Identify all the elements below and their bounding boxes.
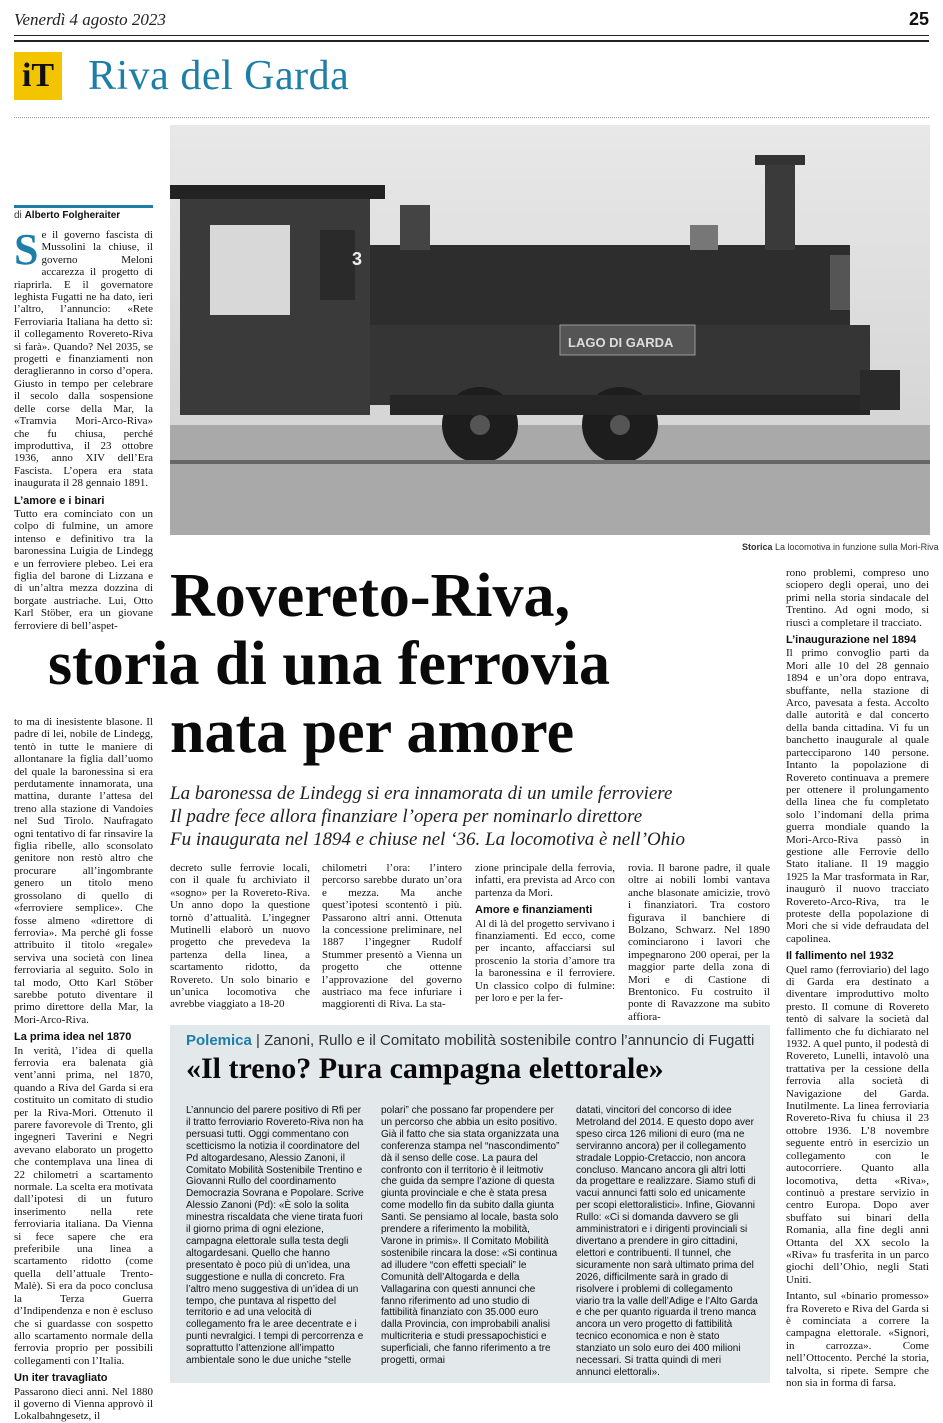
article-paragraph: e il governo fascista di Mussolini la chiuse, il governo Meloni accarezza il progetto di riaprirla. E il governatore leghista Fugatti ne ha dato, ieri l’altro, l’annuncio: «Rete Ferroviaria Italiana ha detto sì: il collegamento Rovereto-Riva si farà». Quando? Nel 2035, se progetti e finanziamenti non deraglieranno in corso d’opera. Giusto in tempo per celebrare il secolo dalla sospensione delle corse della Mar, la «Tramvia Mori-Arco-Riva» che fu chiusa, perché improduttiva, il 23 ottobre 1936, anno XIV dell’Era Fascista. L’opera era stata inaugurata il 28 gennaio 1891.	[14, 229, 153, 490]
box-column-1: L’annuncio del parere positivo di Rfi per il tratto ferroviario Rovereto-Riva non ha persuasi tutti. Oggi commentano con scetticismo la notizia il coordinatore del Pd altogardesano, Alessio Zanoni, il Comitato Mobilità Sostenibile Trentino e Giovanni Rullo del coordinamento Democrazia Sovrana e Popolare. Scrive Alessio Zanoni (Pd): «È solo la solita minestra riscaldata che viene tirata fuori il giorno prima di ogni elezione, campagna elettorale sulla testa degli altogardesani. Quello che hanno presentato è poco più di un’idea, una suggestione e nulla di concreto. Fra l’altro meno suggestiva di un’idea di un tempo, che puntava al rispetto del territorio e ad una velocità di collegamento fra le aree decentrate e i punti nevralgici. I tempi di percorrenza e soprattutto l’attenzione all’impatto ambientale sono le due uniche “stelle	[186, 1105, 364, 1367]
subheading: La prima idea nel 1870	[14, 1031, 132, 1044]
loco-number: 3	[352, 249, 363, 269]
byline-bar	[14, 205, 153, 208]
drop-cap: S	[14, 225, 39, 274]
locomotive-photo	[170, 125, 930, 535]
box-kicker	[186, 1032, 754, 1049]
subheading: Il fallimento nel 1932	[786, 950, 894, 963]
headline-line: storia di una ferrovia	[48, 630, 610, 698]
article-paragraph: Al di là del progetto servivano i finanziamenti. Ed ecco, come per incanto, affacciarsi sul proscenio la storia d’amore tra la baronessina e il ferroviere. Un classico colpo di fulmine: per loro e per la fer-	[475, 917, 615, 1005]
byline	[14, 210, 120, 221]
article-paragraph: Intanto, sul «binario promesso» fra Rovereto e Riva del Garda si è cominciata a correre la campagna elettorale. «Signori, in carrozza». Come nell’Ottocento. Perché la storia, talvolta, si ripete. Sempre che non sia in forma di farsa.	[786, 1290, 929, 1389]
caption-label: Storica	[742, 542, 773, 552]
article-paragraph: Il primo convoglio partì da Mori alle 10 del 28 gennaio 1894 e un’ora dopo entrava, sbuffante, nella stazione di Arco, pavesata a festa. Accolto dalle autorità e dal concerto della banda cittadina. Vi fu un banchetto inaugurale al quale partecciparono 140 persone. Intanto la popolazione di Rovereto continuava a premere per ottenere il prolungamento della linea che fu completato solo l’indomani della prima guerra mondiale quando la Mori-Arco-Riva passò in gestione alle Ferrovie dello Stato italiane. Il 19 maggio 1925 la Mar trasformata in Rar, inaugurò il nuovo tracciato Rovereto-Arco-Riva, tra le proteste della popolazione di Mori che si vide defraudata del capolinea.	[786, 647, 929, 945]
headline-line: Rovereto-Riva,	[170, 562, 571, 630]
subheadline-line: La baronessa de Lindegg si era innamorata di un umile ferroviere	[170, 783, 673, 804]
article-paragraph: In verità, l’idea di quella ferrovia era balenata già vent’anni prima, nel 1870, quando a Riva del Garda si era costituito un comitato di studio per la Riva-Mori. Ottenuto il parere favorevole di Trento, gli ingegneri Taverini e Negri avevano elaborato un progetto che contemplava una linea di 22 chilometri a scartamento normale. La scelta era motivata dall’ipotesi di un futuro inserimento nella rete ferroviaria italiana. Da Vienna si fece sapere che era preferibile una linea a scartamento ridotto (come quella dell’attuale Trento-Malè). Si era da poco conclusa la Terza Guerra d’Indipendenza e non è escluso che si guardasse con sospetto allo scartamento normale della ferrovia proprio per possibili collegamenti con l’Italia.	[14, 1044, 153, 1367]
headline	[48, 562, 730, 766]
header-rule	[14, 35, 929, 36]
box-headline: «Il treno? Pura campagna elettorale»	[186, 1052, 664, 1085]
article-paragraph: zione principale della ferrovia, infatti, era prevista ad Arco con partenza da Mori.	[475, 862, 615, 899]
article-paragraph: chilometri l’ora: l’intero percorso sarebbe durato un’ora e mezza. Ma anche quest’ipotesi scontentò i più. Passarono altri anni. Ottenuta la concessione preliminare, nel 1887 l’ingegner Rudolf Stummer presentò a Vienna un progetto che ottenne l’approvazione del governo austriaco ma fece infuriare i maggiorenti di Riva. La sta-	[322, 862, 462, 1011]
article-paragraph: rovia. Il barone padre, il quale oltre ai nobili lombi vantava anche blasonate amicizie, trovò i finanziatori. Tra costoro figurava il banchiere di Bolzano, Schwarz. Nel 1890 cominciarono i lavori che impegnarono 200 operai, per la maggior parte della zona di Mori e di Castione di Brentonico. Fu costruito il ponte di Ravazzone ma subito affiora-	[628, 862, 770, 1023]
article-paragraph: decreto sulle ferrovie locali, con il quale fu archiviato il «sogno» per la Rovereto-Riva. Un anno dopo la questione tornò d’attualità. L’ingegner Mutinelli elaborò un nuovo progetto che prevedeva la partenza della linea, a scartamento ridotto, da Rovereto. Un solo binario e un’unica locomotiva che avrebbe viaggiato a 18-20	[170, 862, 310, 1011]
article-column-5	[628, 862, 770, 1022]
caption-text: La locomotiva in funzione sulla Mori-Riva	[775, 542, 939, 552]
box-kicker-label: Polemica	[186, 1032, 252, 1049]
subheading: L’amore e i binari	[14, 494, 105, 507]
article-column-3	[322, 862, 462, 1022]
newspaper-logo: iT	[14, 52, 62, 100]
section-title: Riva del Garda	[88, 53, 350, 99]
article-column-4	[475, 862, 615, 1022]
header-rule-thick	[14, 40, 929, 42]
article-column-1-top	[14, 225, 153, 632]
section-divider	[14, 117, 929, 118]
box-column-2: polari” che possano far propendere per un percorso che abbia un esito positivo. Già il fatto che sia stata organizzata una conferenza stampa nel “nascondimento” dà il senso delle cose. La paura del confronto con il territorio è il leitmotiv che guida da sempre l’azione di questa giunta provinciale e che è stata presa come modello fin da subito dalla giunta Santi. Se pensiamo al locale, basta solo prendere a riferimento la mobilità, Varone in primis». Il Comitato Mobilità sostenibile rincara la dose: «Si continua ad illudere “con effetti speciali” le Comunità dell’Altogarda e della Vallagarina con questi annunci che fanno riferimento ad uno studio di fattibilità finanziato con 35.000 euro dalla Provincia, con improbabili analisi multicriteria e studi pressapochistici e superficiali, che fanno riferimento a tre progetti, ormai	[381, 1105, 560, 1367]
box-kicker-text: Zanoni, Rullo e il Comitato mobilità sostenibile contro l’annuncio di Fugatti	[264, 1032, 755, 1049]
box-kicker-sep: |	[256, 1032, 260, 1049]
subheadline-line: Il padre fece allora finanziare l’opera per nominarlo direttore	[170, 806, 643, 827]
article-column-1-bottom	[14, 716, 153, 1423]
headline-line: nata per amore	[170, 698, 575, 766]
box-column-3: datati, vincitori del concorso di idee Metroland del 2014. E questo dopo aver speso circa 126 milioni di euro (ma ne serviranno ancora) per il collegamento stradale Loppio-Cretaccio, non ancora concluso. Mancano ancora gli altri lotti da progettare e realizzare. Siamo stufi di vacui annunci fatti solo ed unicamente per scopi elettoralistici». Infine, Giovanni Rullo: «Ci si domanda davvero se gli amministratori e i dirigenti provinciali si divertano a prendere in giro cittadini, elettori e contribuenti. Il tunnel, che sicuramente non sarà ultimato prima del 2026, difficilmente sarà in grado di risolvere i problemi di collegamento viario tra la valle dell’Adige e l’Alto Garda e che per quanto riguarda il treno manca ancora un vero progetto di fattibilità tecnico economica e non è stato stanziato un solo euro dei 400 milioni necessari. Si tratta quindi di meri annunci elettorali».	[576, 1105, 758, 1378]
article-paragraph: rono problemi, compreso uno sciopero degli operai, uno dei primi nella storia sindacale del Trentino. Ad ogni modo, si riuscì a completare il tracciato.	[786, 567, 929, 629]
photo-caption	[742, 542, 939, 552]
locomotive-illustration	[170, 125, 930, 535]
subheading: Un iter travagliato	[14, 1372, 108, 1385]
byline-prefix: di	[14, 210, 22, 221]
article-paragraph: Tutto era cominciato con un colpo di fulmine, un amore intenso e definitivo tra la baronessina Luigia de Lindegg e un ferroviere plebeo. Lei era figlia del barone di Lizzana e di un’altra mezza dozzina di borgate austriache. Lui, Otto Karl Stöber, era un giovane ferroviere di bell’aspet-	[14, 507, 153, 632]
subheadline	[170, 782, 770, 851]
subheading: Amore e finanziamenti	[475, 904, 593, 917]
subheadline-line: Fu inaugurata nel 1894 e chiuse nel ‘36. La locomotiva è nell’Ohio	[170, 829, 686, 850]
loco-plate: LAGO DI GARDA	[568, 335, 674, 350]
article-column-2	[170, 862, 310, 1022]
article-paragraph: Passarono dieci anni. Nel 1880 il governo di Vienna approvò il Lokalbahngesetz, il	[14, 1385, 153, 1423]
article-paragraph: Quel ramo (ferroviario) del lago di Garda era destinato a diventare improduttivo molto presto. Il comune di Rovereto tentò di salvare la società dal fallimento che fu dichiarato nel 1932. A quel punto, il podestà di Rovereto, Lunelli, intavolò una trattativa per la cessione della ferrovia alla società di Navigazione del Garda. Inutilmente. La linea ferroviaria Rovereto-Riva fu chiusa il 23 ottobre 1936. L’8 novembre seguente entrò in esercizio un collegamento con le autocorriere. Quanto alla locomotiva, detta «Riva», continuò a prestare servizio in centro Europa. Dopo aver sbuffato sui binari della Romania, alla fine degli anni Ottanta del XX secolo la «Riva» fu trasferita in un parco giochi dell’Ohio, negli Stati Uniti.	[786, 963, 929, 1286]
subheading: L’inaugurazione nel 1894	[786, 634, 917, 647]
article-paragraph: to ma di inesistente blasone. Il padre di lei, nobile de Lindegg, tentò in tutte le maniere di allontanare la figlia dall’uomo del quale la baronessina si era perdutamente innamorata, una mattina, durante l’attesa del treno alla stazione di Vandoies nel Sud Tirolo. Naufragato ogni tentativo di far rinsavire la figlia ribelle, allo sconsolato genitore non restò altro che procurare all’ingombrante genero un titolo meno grossolano di quello di «ferroviere semplice». Che fosse almeno «direttore di ferrovia». Ma perché gli fosse attribuito il titolo «regale» serviva una società con linea ferroviaria al seguito. Solo in tal modo, Otto Karl Stöber sarebbe potuto diventare il primo direttore della Mar, la Mori-Arco-Riva.	[14, 716, 153, 1026]
issue-date: Venerdì 4 agosto 2023	[14, 10, 166, 29]
article-column-6	[786, 567, 929, 1389]
page-number: 25	[908, 9, 929, 29]
author-name: Alberto Folgheraiter	[24, 210, 121, 221]
